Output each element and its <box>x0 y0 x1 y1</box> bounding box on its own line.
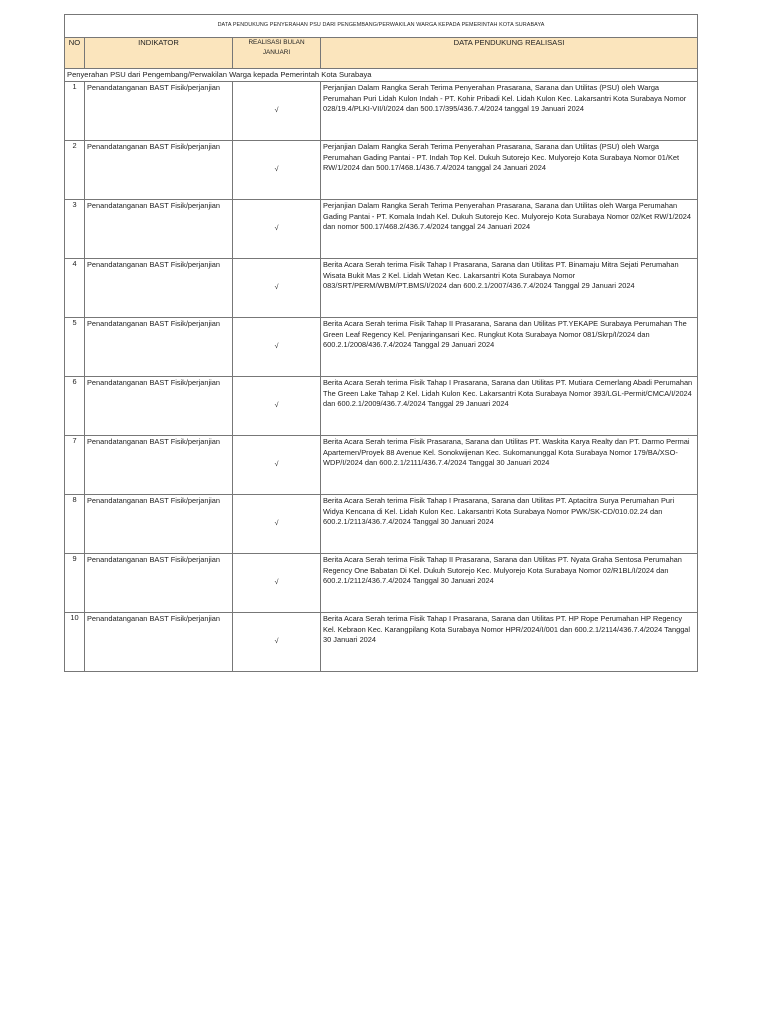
table-row <box>65 613 698 672</box>
row-number: 1 <box>65 82 85 141</box>
row-indikator: Penandatanganan BAST Fisik/perjanjian <box>85 259 233 318</box>
row-indikator: Penandatanganan BAST Fisik/perjanjian <box>85 495 233 554</box>
row-realisasi-check: √ <box>233 318 321 377</box>
row-realisasi-check: √ <box>233 436 321 495</box>
row-data-pendukung: Perjanjian Dalam Rangka Serah Terima Penyerahan Prasarana, Sarana dan Utilitas (PSU) oleh Warga Perumahan Puri Lidah Kulon Indah - PT. Kohir Pribadi Kel. Lidah Kulon Kec. Lakarsantri Kota Surabaya Nomor 028/19.4/PLKI-VII/I/2024 dan 500.17/395/436.7.4/2024 tanggal 19 Januari 2024 <box>321 82 698 141</box>
row-indikator: Penandatanganan BAST Fisik/perjanjian <box>85 613 233 672</box>
row-indikator: Penandatanganan BAST Fisik/perjanjian <box>85 141 233 200</box>
row-indikator: Penandatanganan BAST Fisik/perjanjian <box>85 200 233 259</box>
row-data-pendukung: Berita Acara Serah terima Fisik Tahap I Prasarana, Sarana dan Utilitas PT. HP Rope Perumahan HP Regency Kel. Kebraon Kec. Karangpilang Kota Surabaya Nomor HPR/2024/I/001 dan 600.2.1/2114/436.7.4/2024 Tanggal 30 Januari 2024 <box>321 613 698 672</box>
row-realisasi-check: √ <box>233 200 321 259</box>
row-indikator: Penandatanganan BAST Fisik/perjanjian <box>85 554 233 613</box>
row-realisasi-check: √ <box>233 377 321 436</box>
row-number: 5 <box>65 318 85 377</box>
table-row <box>65 318 698 377</box>
row-data-pendukung: Berita Acara Serah terima Fisik Tahap I Prasarana, Sarana dan Utilitas PT. Binamaju Mitra Sejati Perumahan Wisata Bukit Mas 2 Kel. Lidah Wetan Kec. Lakarsantri Kota Surabaya Nomor 083/SRT/PERM/WBM/PT.BMS/I/2024 dan 600.2.1/2007/436.7.4/2024 Tanggal 29 Januari 2024 <box>321 259 698 318</box>
row-realisasi-check: √ <box>233 554 321 613</box>
row-number: 4 <box>65 259 85 318</box>
header-indikator: INDIKATOR <box>85 38 233 69</box>
header-no: NO <box>65 38 85 69</box>
table-row <box>65 259 698 318</box>
section-label: Penyerahan PSU dari Pengembang/Perwakilan Warga kepada Pemerintah Kota Surabaya <box>65 69 698 82</box>
table-row <box>65 554 698 613</box>
row-number: 10 <box>65 613 85 672</box>
row-realisasi-check: √ <box>233 141 321 200</box>
row-number: 6 <box>65 377 85 436</box>
header-realisasi: REALISASI BULAN JANUARI <box>233 38 321 69</box>
row-data-pendukung: Berita Acara Serah terima Fisik Tahap I Prasarana, Sarana dan Utilitas PT. Mutiara Cemerlang Abadi Perumahan The Green Lake Tahap 2 Kel. Lidah Kulon Kec. Lakarsantri Kota Surabaya Nomor 393/LGL-Permit/CMCA/I/2024 dan 600.2.1/2009/436.7.4/2024 Tanggal 29 Januari 2024 <box>321 377 698 436</box>
table-row <box>65 495 698 554</box>
row-data-pendukung: Perjanjian Dalam Rangka Serah Terima Penyerahan Prasarana, Sarana dan Utilitas oleh Warga Perumahan Gading Pantai - PT. Komala Indah Kel. Dukuh Sutorejo Kec. Mulyorejo Kota Surabaya Nomor 02/Ket RW/1/2024 dan nomor 500.17/468.2/436.7.4/2024 tanggal 24 Januari 2024 <box>321 200 698 259</box>
table-row <box>65 436 698 495</box>
document-title: DATA PENDUKUNG PENYERAHAN PSU DARI PENGEMBANG/PERWAKILAN WARGA KEPADA PEMERINTAH KOTA SURABAYA <box>65 15 698 38</box>
row-number: 3 <box>65 200 85 259</box>
table-row <box>65 82 698 141</box>
table-row <box>65 141 698 200</box>
table-row <box>65 377 698 436</box>
row-data-pendukung: Berita Acara Serah terima Fisik Prasarana, Sarana dan Utilitas PT. Waskita Karya Realty dan PT. Darmo Permai Apartemen/Proyek 88 Avenue Kel. Sonokwijenan Kec. Sukomanunggal Kota Surabaya Nomor 179/BA/XSO-WDP/I/2024 dan 600.2.1/2111/436.7.4/2024 Tanggal 30 Januari 2024 <box>321 436 698 495</box>
row-data-pendukung: Berita Acara Serah terima Fisik Tahap II Prasarana, Sarana dan Utilitas PT. Nyata Graha Sentosa Perumahan Regency One Babatan Di Kel. Dukuh Sutorejo Kec. Mulyorejo Kota Surabaya Nomor 02/R1BL/I/2024 dan 600.2.1/2112/436.7.4/2024 Tanggal 30 Januari 2024 <box>321 554 698 613</box>
row-number: 9 <box>65 554 85 613</box>
row-number: 2 <box>65 141 85 200</box>
header-row <box>65 38 698 69</box>
title-row <box>65 15 698 38</box>
row-indikator: Penandatanganan BAST Fisik/perjanjian <box>85 82 233 141</box>
table-row <box>65 200 698 259</box>
row-data-pendukung: Perjanjian Dalam Rangka Serah Terima Penyerahan Prasarana, Sarana dan Utilitas (PSU) oleh Warga Perumahan Gading Pantai - PT. Indah Top Kel. Dukuh Sutorejo Kec. Mulyorejo Kota Surabaya Nomor 01/Ket RW/1/2024 dan 500.17/468.1/436.7.4/2024 tanggal 24 Januari 2024 <box>321 141 698 200</box>
row-data-pendukung: Berita Acara Serah terima Fisik Tahap II Prasarana, Sarana dan Utilitas PT.YEKAPE Surabaya Perumahan The Green Leaf Regency Kel. Penjaringansari Kec. Rungkut Kota Surabaya Nomor 081/Skrp/I/2024 dan 600.2.1/2008/436.7.4/2024 Tanggal 29 Januari 2024 <box>321 318 698 377</box>
row-number: 8 <box>65 495 85 554</box>
section-row <box>65 69 698 82</box>
psu-table <box>64 14 698 672</box>
row-realisasi-check: √ <box>233 259 321 318</box>
row-indikator: Penandatanganan BAST Fisik/perjanjian <box>85 377 233 436</box>
row-number: 7 <box>65 436 85 495</box>
row-realisasi-check: √ <box>233 495 321 554</box>
header-data-pendukung: DATA PENDUKUNG REALISASI <box>321 38 698 69</box>
row-indikator: Penandatanganan BAST Fisik/perjanjian <box>85 436 233 495</box>
row-indikator: Penandatanganan BAST Fisik/perjanjian <box>85 318 233 377</box>
row-data-pendukung: Berita Acara Serah terima Fisik Tahap I Prasarana, Sarana dan Utilitas PT. Aptacitra Surya Perumahan Puri Widya Kencana di Kel. Lidah Kulon Kec. Lakarsantri Kota Surabaya Nomor PWK/SK-CD/010.02.24 dan 600.2.1/2113/436.7.4/2024 Tanggal 30 Januari 2024 <box>321 495 698 554</box>
row-realisasi-check: √ <box>233 82 321 141</box>
row-realisasi-check: √ <box>233 613 321 672</box>
